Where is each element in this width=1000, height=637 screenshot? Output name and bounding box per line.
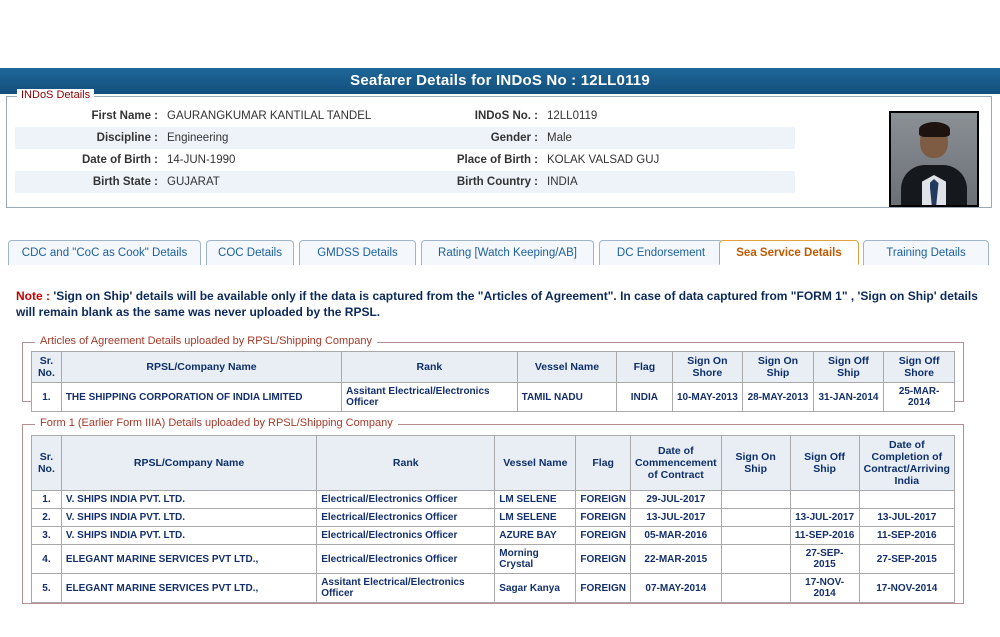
cell-date-of-completion: 13-JUL-2017: [859, 509, 954, 527]
tab-sea-service-details[interactable]: Sea Service Details: [719, 240, 859, 265]
cell-company-name: ELEGANT MARINE SERVICES PVT LTD.,: [61, 545, 316, 574]
note-text: [16, 288, 984, 320]
indos-row: [15, 105, 795, 127]
avatar: [889, 111, 979, 207]
cell-sign-on-ship: [721, 545, 790, 574]
cell-date-of-commencement: 07-MAY-2014: [630, 574, 721, 603]
indos-details-fields: [15, 105, 795, 193]
cell-vessel-name: LM SELENE: [495, 509, 576, 527]
cell-vessel-name: Morning Crystal: [495, 545, 576, 574]
cell-vessel-name: AZURE BAY: [495, 527, 576, 545]
tab-cdc-coc-as-cook[interactable]: CDC and "CoC as Cook" Details: [8, 240, 201, 265]
table-row: [32, 545, 955, 574]
column-company-name: RPSL/Company Name: [61, 436, 316, 491]
cell-date-of-completion: 11-SEP-2016: [859, 527, 954, 545]
cell-sign-off-ship: 31-JAN-2014: [813, 383, 883, 412]
column-flag: Flag: [617, 352, 672, 383]
table-row: [32, 383, 955, 412]
note-label: Note :: [16, 289, 50, 303]
table-row: [32, 491, 955, 509]
tab-dc-endorsement[interactable]: DC Endorsement: [599, 240, 723, 265]
cell-company-name: V. SHIPS INDIA PVT. LTD.: [61, 527, 316, 545]
gender-label: Gender :: [490, 132, 538, 144]
cell-date-of-commencement: 13-JUL-2017: [630, 509, 721, 527]
table-header-row: [32, 436, 955, 491]
cell-rank: Electrical/Electronics Officer: [317, 509, 495, 527]
cell-flag: FOREIGN: [576, 491, 631, 509]
column-sign-on-ship: Sign On Ship: [721, 436, 790, 491]
column-date-of-commencement: Date of Commencement of Contract: [630, 436, 721, 491]
cell-sign-on-ship: [721, 491, 790, 509]
tab-coc-details[interactable]: COC Details: [206, 240, 294, 265]
cell-sr-no: 1.: [32, 491, 62, 509]
cell-sign-on-ship: [721, 527, 790, 545]
tab-gmdss-details[interactable]: GMDSS Details: [299, 240, 416, 265]
tab-training-details[interactable]: Training Details: [863, 240, 989, 265]
tab-rating-watch-keeping-ab[interactable]: Rating [Watch Keeping/AB]: [421, 240, 594, 265]
cell-sign-off-ship: 27-SEP-2015: [790, 545, 859, 574]
cell-date-of-commencement: 22-MAR-2015: [630, 545, 721, 574]
page-title: Seafarer Details for INDoS No : 12LL0119: [0, 68, 1000, 94]
cell-sr-no: 5.: [32, 574, 62, 603]
column-sr-no: Sr. No.: [32, 352, 62, 383]
indos-details-panel: [6, 89, 992, 208]
cell-sign-on-ship: [721, 509, 790, 527]
cell-flag: FOREIGN: [576, 527, 631, 545]
cell-company-name: THE SHIPPING CORPORATION OF INDIA LIMITED: [61, 383, 341, 412]
cell-rank: Electrical/Electronics Officer: [317, 491, 495, 509]
cell-sign-on-ship: [721, 574, 790, 603]
indos-details-legend: INDoS Details: [17, 89, 94, 101]
birth-country-label: Birth Country :: [456, 176, 538, 188]
indos-row: [15, 149, 795, 171]
column-date-of-completion: Date of Completion of Contract/Arriving India: [859, 436, 954, 491]
birth-country-value: INDIA: [547, 176, 578, 188]
cell-company-name: V. SHIPS INDIA PVT. LTD.: [61, 509, 316, 527]
date-of-birth-value: 14-JUN-1990: [167, 154, 236, 166]
column-sign-on-ship: Sign On Ship: [743, 352, 814, 383]
discipline-value: Engineering: [167, 132, 229, 144]
column-flag: Flag: [576, 436, 631, 491]
cell-company-name: ELEGANT MARINE SERVICES PVT LTD.,: [61, 574, 316, 603]
birth-state-label: Birth State :: [92, 176, 158, 188]
cell-sign-on-ship: 28-MAY-2013: [743, 383, 814, 412]
tab-bar: [8, 240, 992, 266]
place-of-birth-label: Place of Birth :: [456, 154, 538, 166]
table-row: [32, 574, 955, 603]
cell-sign-on-shore: 10-MAY-2013: [672, 383, 743, 412]
column-vessel-name: Vessel Name: [495, 436, 576, 491]
column-sign-on-shore: Sign On Shore: [672, 352, 743, 383]
cell-rank: Electrical/Electronics Officer: [317, 545, 495, 574]
note-body: 'Sign on Ship' details will be available only if the data is captured from the "Articles of Agreement". In case of data captured from "FORM 1" , 'Sign on Ship' details will remain blank as the same was never uploaded by the RPSL.: [16, 289, 978, 319]
cell-sign-off-shore: 25-MAR-2014: [884, 383, 955, 412]
cell-sign-off-ship: 11-SEP-2016: [790, 527, 859, 545]
form1-table: [31, 435, 955, 603]
indos-no-label: INDoS No. :: [474, 110, 538, 122]
cell-rank: Assitant Electrical/Electronics Officer: [317, 574, 495, 603]
cell-rank: Electrical/Electronics Officer: [317, 527, 495, 545]
tab-underline: [8, 265, 992, 266]
indos-no-value: 12LL0119: [547, 110, 598, 122]
cell-date-of-completion: 27-SEP-2015: [859, 545, 954, 574]
cell-flag: FOREIGN: [576, 509, 631, 527]
column-sign-off-shore: Sign Off Shore: [884, 352, 955, 383]
discipline-label: Discipline :: [96, 132, 158, 144]
date-of-birth-label: Date of Birth :: [81, 154, 158, 166]
cell-sr-no: 3.: [32, 527, 62, 545]
indos-row: [15, 127, 795, 149]
cell-sign-off-ship: 13-JUL-2017: [790, 509, 859, 527]
cell-date-of-completion: 17-NOV-2014: [859, 574, 954, 603]
cell-date-of-commencement: 29-JUL-2017: [630, 491, 721, 509]
first-name-value: GAURANGKUMAR KANTILAL TANDEL: [167, 110, 372, 122]
cell-date-of-commencement: 05-MAR-2016: [630, 527, 721, 545]
table-header-row: [32, 352, 955, 383]
cell-sign-off-ship: [790, 491, 859, 509]
avatar-hair: [919, 122, 950, 137]
articles-of-agreement-panel: [22, 335, 964, 408]
form1-panel: [22, 417, 964, 604]
column-rank: Rank: [317, 436, 495, 491]
column-rank: Rank: [342, 352, 517, 383]
column-sign-off-ship: Sign Off Ship: [790, 436, 859, 491]
cell-flag: FOREIGN: [576, 574, 631, 603]
column-sr-no: Sr. No.: [32, 436, 62, 491]
birth-state-value: GUJARAT: [167, 176, 220, 188]
cell-sign-off-ship: 17-NOV-2014: [790, 574, 859, 603]
column-sign-off-ship: Sign Off Ship: [813, 352, 883, 383]
cell-vessel-name: TAMIL NADU: [517, 383, 617, 412]
gender-value: Male: [547, 132, 572, 144]
articles-of-agreement-table: [31, 351, 955, 412]
indos-row: [15, 171, 795, 193]
cell-vessel-name: LM SELENE: [495, 491, 576, 509]
cell-rank: Assitant Electrical/Electronics Officer: [342, 383, 517, 412]
cell-company-name: V. SHIPS INDIA PVT. LTD.: [61, 491, 316, 509]
first-name-label: First Name :: [91, 110, 158, 122]
place-of-birth-value: KOLAK VALSAD GUJ: [547, 154, 660, 166]
cell-sr-no: 1.: [32, 383, 62, 412]
cell-date-of-completion: [859, 491, 954, 509]
cell-vessel-name: Sagar Kanya: [495, 574, 576, 603]
form1-legend: Form 1 (Earlier Form IIIA) Details uploaded by RPSL/Shipping Company: [35, 417, 398, 429]
column-vessel-name: Vessel Name: [517, 352, 617, 383]
table-row: [32, 527, 955, 545]
cell-sr-no: 2.: [32, 509, 62, 527]
table-row: [32, 509, 955, 527]
cell-sr-no: 4.: [32, 545, 62, 574]
articles-of-agreement-legend: Articles of Agreement Details uploaded by RPSL/Shipping Company: [35, 335, 377, 347]
cell-flag: INDIA: [617, 383, 672, 412]
cell-flag: FOREIGN: [576, 545, 631, 574]
column-company-name: RPSL/Company Name: [61, 352, 341, 383]
